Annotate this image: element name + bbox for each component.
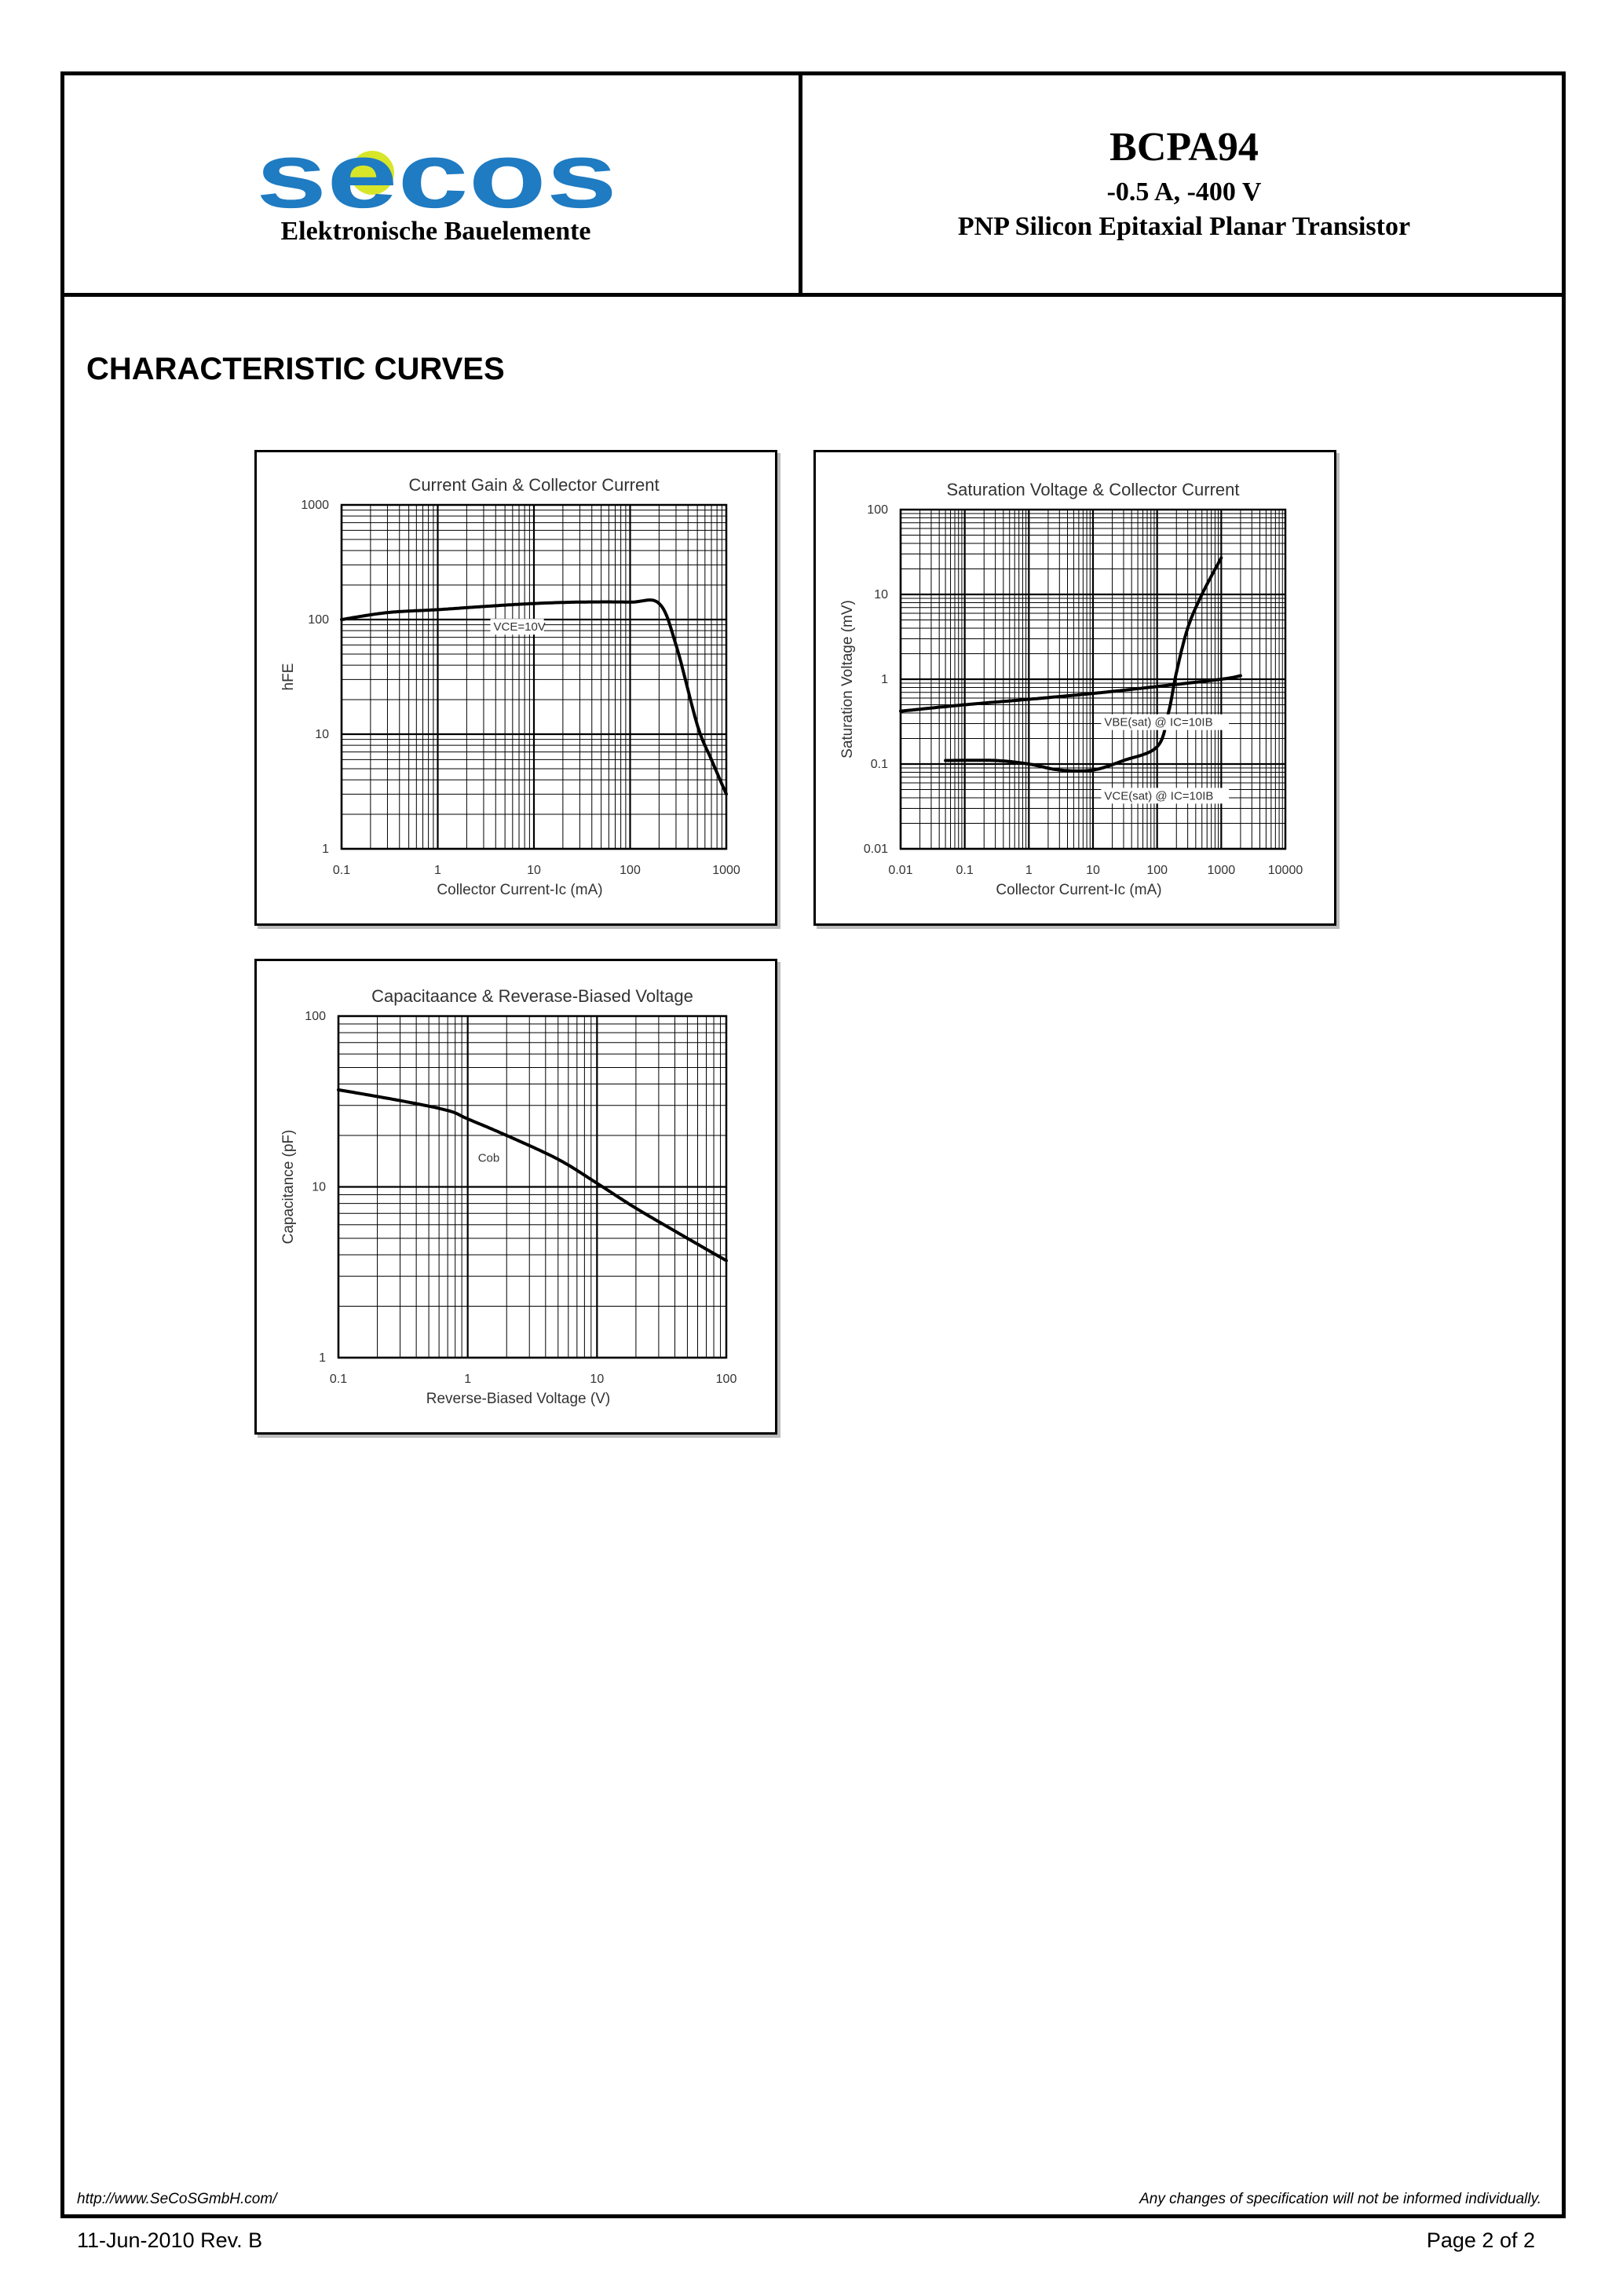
x-tick-label: 0.1 [332, 864, 351, 877]
footer-url[interactable]: http://www.SeCoSGmbH.com/ [77, 2191, 277, 2207]
x-tick-label: 100 [1146, 864, 1168, 877]
y-tick-label: 10 [315, 728, 329, 741]
logo-wordmark: secos [256, 135, 617, 214]
chart-title: Capacitaance & Reverase-Biased Voltage [371, 986, 693, 1006]
series-line [338, 1090, 726, 1261]
x-tick-label: 1000 [712, 864, 740, 877]
x-tick-label: 1000 [1207, 864, 1236, 877]
x-tick-label: 10 [527, 864, 541, 877]
x-tick-label: 1 [1025, 864, 1033, 877]
annotation-label: Cob [477, 1151, 500, 1165]
annotation-label: VBE(sat) @ IC=10IB [1104, 715, 1213, 729]
section-title: CHARACTERISTIC CURVES [86, 352, 505, 386]
capacitance-chart [254, 959, 777, 1435]
y-tick-label: 1000 [301, 499, 329, 512]
annotation-label: VCE(sat) @ IC=10IB [1104, 789, 1214, 803]
x-tick-label: 0.1 [956, 864, 974, 877]
part-number: BCPA94 [1109, 125, 1259, 170]
y-axis-label: Capacitance (pF) [280, 1129, 297, 1245]
chart-title: Current Gain & Collector Current [408, 475, 660, 495]
y-tick-label: 100 [305, 1010, 326, 1023]
y-tick-label: 100 [867, 503, 888, 517]
x-tick-label: 10 [590, 1373, 605, 1386]
x-tick-label: 1 [434, 864, 441, 877]
part-rating: -0.5 A, -400 V [1106, 177, 1262, 207]
footer-notice: Any changes of specification will not be informed individually. [1139, 2191, 1541, 2207]
y-axis-label: hFE [280, 663, 297, 691]
x-tick-label: 10000 [1267, 864, 1303, 877]
footer-date-revision: 11-Jun-2010 Rev. B [77, 2228, 263, 2252]
current-gain-chart [254, 450, 777, 926]
x-tick-label: 10 [1086, 864, 1100, 877]
chart-title: Saturation Voltage & Collector Current [946, 480, 1240, 499]
y-tick-label: 1 [319, 1351, 326, 1365]
x-tick-label: 0.1 [329, 1373, 348, 1386]
y-tick-label: 0.1 [870, 758, 888, 771]
x-tick-label: 100 [620, 864, 641, 877]
header-divider [60, 293, 1566, 297]
secos-logo [256, 135, 617, 214]
x-tick-label: 0.01 [888, 864, 913, 877]
annotation-label: VCE=10V [493, 620, 546, 634]
y-axis-label: Saturation Voltage (mV) [839, 600, 856, 759]
page-number: Page 2 of 2 [1426, 2228, 1535, 2252]
x-axis-label: Reverse-Biased Voltage (V) [426, 1391, 611, 1407]
y-tick-label: 1 [322, 843, 329, 856]
y-tick-label: 1 [881, 673, 888, 686]
y-tick-label: 10 [312, 1180, 326, 1194]
x-axis-label: Collector Current-Ic (mA) [996, 882, 1162, 898]
part-description: PNP Silicon Epitaxial Planar Transistor [957, 212, 1411, 241]
x-axis-label: Collector Current-Ic (mA) [437, 882, 603, 898]
y-tick-label: 100 [308, 613, 329, 627]
x-tick-label: 1 [464, 1373, 472, 1386]
x-tick-label: 100 [715, 1373, 737, 1386]
series-line [901, 676, 1241, 711]
brand-subtitle: Elektronische Bauelemente [280, 217, 591, 246]
y-tick-label: 10 [874, 588, 888, 601]
saturation-voltage-chart [813, 450, 1336, 926]
y-tick-label: 0.01 [863, 843, 888, 856]
